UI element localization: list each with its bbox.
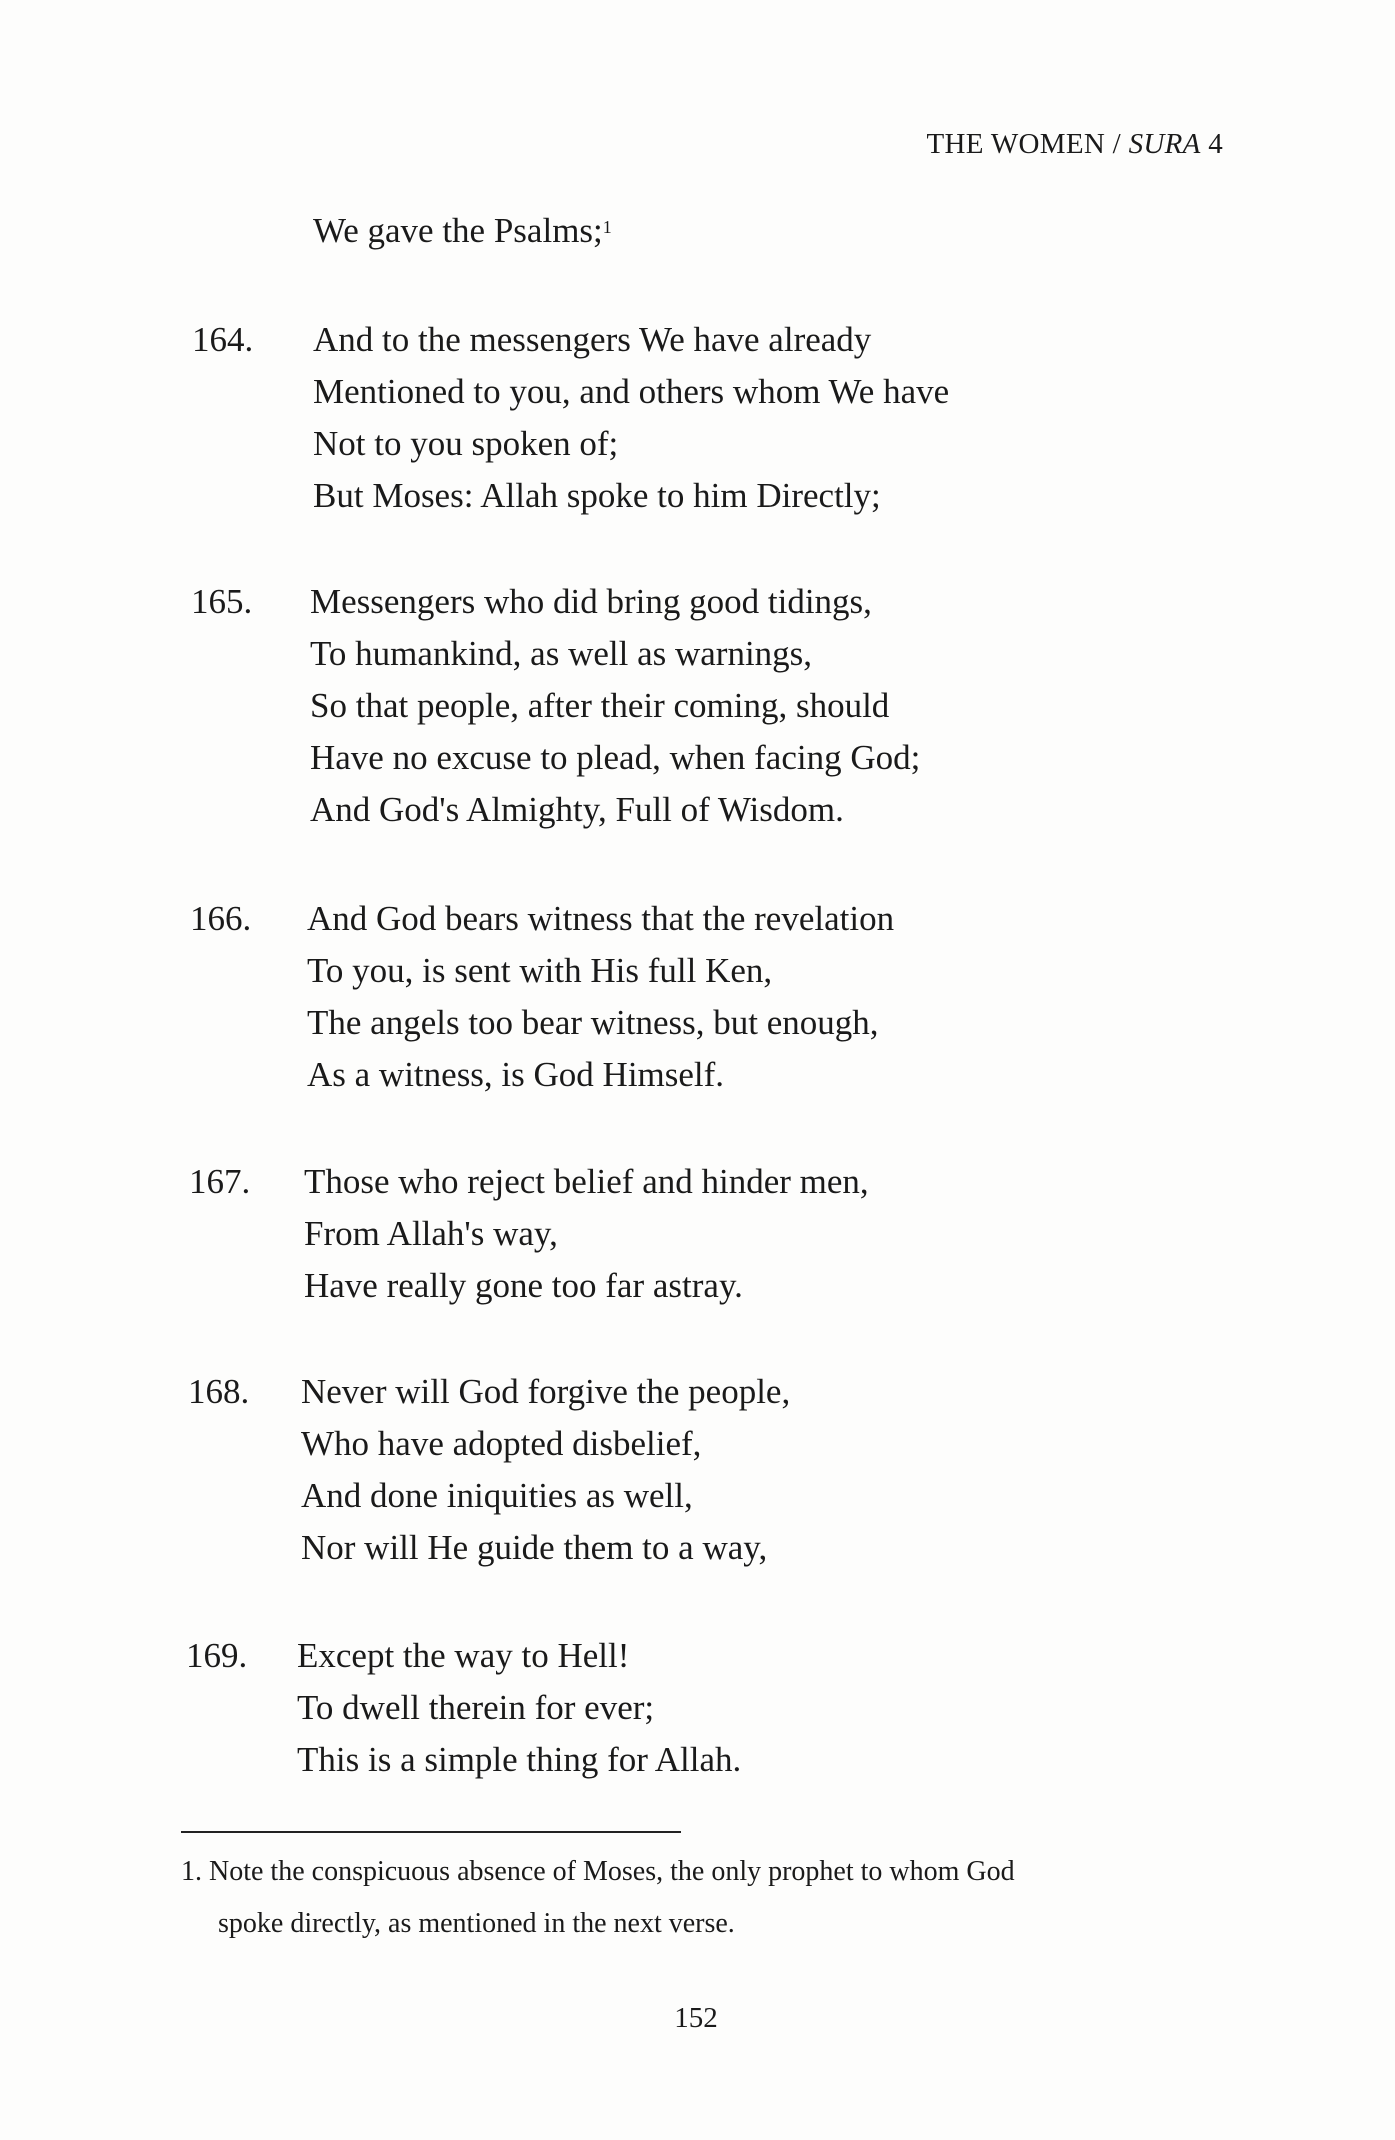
- verse-line: Those who reject belief and hinder men,: [304, 1162, 869, 1201]
- footnote: [181, 1846, 1181, 1950]
- verse-line: Mentioned to you, and others whom We have: [313, 372, 950, 411]
- verse-line: Messengers who did bring good tidings,: [310, 582, 872, 621]
- verse-line: From Allah's way,: [304, 1214, 558, 1253]
- verse-line: Never will God forgive the people,: [301, 1372, 791, 1411]
- footnote-divider: [181, 1831, 681, 1833]
- verse-line: And done iniquities as well,: [301, 1476, 693, 1515]
- footnote-ref: 1: [602, 217, 612, 237]
- verse-line: This is a simple thing for Allah.: [297, 1740, 742, 1779]
- footnote-line: 1. Note the conspicuous absence of Moses, the only prophet to whom God: [181, 1856, 1015, 1887]
- verse-line: The angels too bear witness, but enough,: [307, 1003, 879, 1042]
- verse-line: But Moses: Allah spoke to him Directly;: [313, 476, 881, 515]
- footnote-line: spoke directly, as mentioned in the next verse.: [218, 1908, 735, 1939]
- verse-number: 164.: [192, 320, 254, 359]
- verse-line: Who have adopted disbelief,: [301, 1424, 702, 1463]
- verse-number: 165.: [191, 582, 253, 621]
- verse-number: 168.: [188, 1372, 250, 1411]
- verse-line: To dwell therein for ever;: [297, 1688, 655, 1727]
- verse-number: 169.: [186, 1636, 248, 1675]
- verse-line: So that people, after their coming, should: [310, 686, 890, 725]
- verse-line: Nor will He guide them to a way,: [301, 1528, 768, 1567]
- verse-line: To you, is sent with His full Ken,: [307, 951, 773, 990]
- verse-line: To humankind, as well as warnings,: [310, 634, 813, 673]
- verse-line: Have really gone too far astray.: [304, 1266, 743, 1305]
- verse-number: 167.: [189, 1162, 251, 1201]
- verse-line: Except the way to Hell!: [297, 1636, 630, 1675]
- header-sura-number: 4: [1200, 128, 1223, 160]
- verse-line: And to the messengers We have already: [313, 320, 872, 359]
- header-sura-label: SURA: [1128, 128, 1201, 160]
- verse-line: Have no excuse to plead, when facing God;: [310, 738, 921, 777]
- running-header: [927, 128, 1223, 161]
- verse-line: Not to you spoken of;: [313, 424, 619, 463]
- verse-line: And God's Almighty, Full of Wisdom.: [310, 790, 844, 829]
- page-number: 152: [674, 2002, 718, 2034]
- verse-line: As a witness, is God Himself.: [307, 1055, 725, 1094]
- continuation-line: We gave the Psalms;$^1$: [313, 211, 612, 250]
- verse-line: And God bears witness that the revelation: [307, 899, 895, 938]
- header-title: THE WOMEN /: [926, 128, 1129, 160]
- verse-number: 166.: [190, 899, 252, 938]
